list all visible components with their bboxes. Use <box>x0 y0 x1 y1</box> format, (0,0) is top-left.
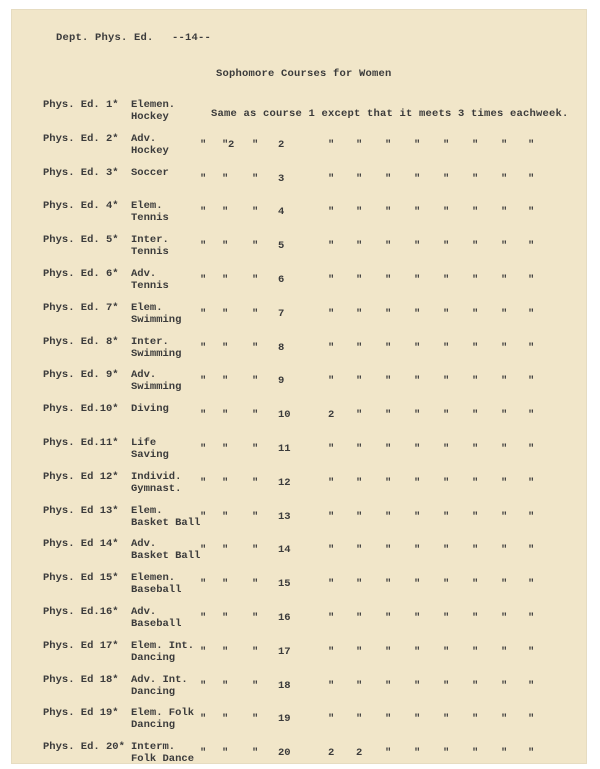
course-name: Elem. Folk <box>131 707 195 720</box>
ditto-mark: " <box>222 713 229 726</box>
course-number: 7 <box>278 307 285 320</box>
course-code: Phys. Ed. 9* <box>43 369 119 382</box>
course-name-cont: Tennis <box>131 280 169 292</box>
ditto-mark: " <box>414 240 421 253</box>
course-code: Phys. Ed. 1* <box>43 99 119 111</box>
ditto-mark: " <box>385 138 392 151</box>
ditto-mark: " <box>385 612 392 624</box>
ditto-mark: " <box>200 679 207 692</box>
ditto-mark: " <box>252 409 259 422</box>
course-name: Diving <box>131 403 169 416</box>
course-code: Phys. Ed. 5* <box>43 234 119 247</box>
course-code: Phys. Ed 13* <box>43 504 119 517</box>
course-code: Phys. Ed.16* <box>43 606 119 618</box>
ditto-mark: " <box>472 274 479 286</box>
ditto-mark: " <box>414 747 421 760</box>
ditto-mark: " <box>252 443 259 455</box>
course-name: Elem. <box>131 301 163 314</box>
ditto-mark: " <box>472 409 479 422</box>
ditto-mark: " <box>443 713 450 726</box>
ditto-mark: " <box>501 375 508 388</box>
ditto-mark: " <box>528 645 535 658</box>
ditto-mark: " <box>200 612 207 624</box>
ditto-mark: " <box>385 307 392 320</box>
course-name-cont: Swimming <box>131 313 182 326</box>
course-code: Phys. Ed 12* <box>43 470 119 483</box>
ditto-mark: " <box>252 172 259 185</box>
course-name-cont: Gymnast. <box>131 482 182 495</box>
ditto-mark: " <box>200 307 207 320</box>
ditto-mark: " <box>328 713 335 726</box>
ditto-mark: " <box>328 341 335 354</box>
ditto-mark: " <box>385 274 392 286</box>
ditto-mark: " <box>501 645 508 658</box>
ditto-mark: " <box>501 307 508 320</box>
ditto-mark: " <box>528 510 535 523</box>
course-name: Adv. <box>131 268 157 280</box>
ditto-mark: " <box>385 747 392 760</box>
course-name: Adv. Int. <box>131 673 188 686</box>
ditto-mark: " <box>414 544 421 557</box>
ditto-mark: " <box>252 645 259 658</box>
course-name: Interm. <box>131 741 176 754</box>
course-name-cont: Dancing <box>131 719 176 732</box>
ditto-mark: " <box>252 612 259 624</box>
ditto-mark: " <box>501 510 508 523</box>
ditto-mark: " <box>501 138 508 151</box>
ditto-mark: " <box>200 645 207 658</box>
ditto-mark: " <box>385 172 392 185</box>
ditto-mark: " <box>200 544 207 557</box>
ditto-mark: " <box>528 274 535 286</box>
ditto-mark: 2 <box>328 747 335 760</box>
ditto-mark: " <box>252 375 259 388</box>
course-name: Inter. <box>131 234 169 247</box>
ditto-mark: " <box>501 240 508 253</box>
course-name: Adv. <box>131 132 157 145</box>
ditto-mark: " <box>222 341 229 354</box>
course-name: Inter. <box>131 335 169 348</box>
ditto-mark: " <box>472 206 479 219</box>
ditto-mark: " <box>501 679 508 692</box>
ditto-mark: " <box>200 375 207 388</box>
ditto-mark: " <box>222 206 229 219</box>
ditto-mark: " <box>200 476 207 489</box>
ditto-mark: " <box>443 645 450 658</box>
ditto-mark: " <box>472 138 479 151</box>
ditto-mark: " <box>472 679 479 692</box>
ditto-mark: " <box>356 206 363 219</box>
ditto-mark: " <box>528 307 535 320</box>
ditto-mark: " <box>328 443 335 455</box>
ditto-mark: " <box>356 375 363 388</box>
ditto-mark: 2 <box>356 747 363 760</box>
ditto-mark: " <box>252 206 259 219</box>
ditto-mark: " <box>443 409 450 422</box>
ditto-mark: " <box>222 510 229 523</box>
ditto-mark: " <box>222 307 229 320</box>
ditto-mark: " <box>472 510 479 523</box>
course-name-cont: Basket Ball <box>131 550 201 563</box>
ditto-mark: " <box>414 612 421 624</box>
ditto-mark: " <box>472 476 479 489</box>
course-code: Phys. Ed. 8* <box>43 335 119 348</box>
ditto-mark: " <box>528 138 535 151</box>
ditto-mark: " <box>472 578 479 591</box>
ditto-mark: " <box>200 713 207 726</box>
ditto-mark: " <box>528 206 535 219</box>
ditto-mark: " <box>443 476 450 489</box>
course-name: Individ. <box>131 470 182 483</box>
ditto-mark: " <box>443 206 450 219</box>
ditto-mark: " <box>385 476 392 489</box>
course-name-cont: Baseball <box>131 584 182 597</box>
course-number: 2 <box>278 138 285 151</box>
ditto-mark: " <box>222 578 229 591</box>
course-name: Elem. <box>131 504 163 517</box>
ditto-mark: " <box>356 341 363 354</box>
course-number: 16 <box>278 612 291 624</box>
ditto-mark: " <box>385 645 392 658</box>
ditto-mark: " <box>252 679 259 692</box>
ditto-mark: " <box>385 578 392 591</box>
ditto-mark: " <box>200 578 207 591</box>
ditto-mark: " <box>472 747 479 760</box>
ditto-mark: " <box>252 307 259 320</box>
ditto-mark: " <box>328 307 335 320</box>
ditto-mark: " <box>200 510 207 523</box>
ditto-mark: " <box>385 409 392 422</box>
course-name-cont: Dancing <box>131 685 176 698</box>
course-code: Phys. Ed 15* <box>43 572 119 585</box>
ditto-mark: " <box>200 341 207 354</box>
ditto-mark: " <box>472 341 479 354</box>
course-name-cont: Tennis <box>131 246 169 259</box>
ditto-mark: " <box>252 544 259 557</box>
ditto-mark: " <box>385 341 392 354</box>
ditto-mark: " <box>528 612 535 624</box>
ditto-mark: " <box>222 544 229 557</box>
course-code: Phys. Ed.10* <box>43 403 119 416</box>
ditto-mark: " <box>443 679 450 692</box>
ditto-mark: " <box>414 578 421 591</box>
course-name: Adv. <box>131 606 157 618</box>
ditto-mark: " <box>528 747 535 760</box>
ditto-mark: " <box>443 443 450 455</box>
dept-header: Dept. Phys. Ed. <box>56 32 154 44</box>
course-code: Phys. Ed. 3* <box>43 166 119 179</box>
ditto-mark: " <box>443 747 450 760</box>
ditto-mark: " <box>252 341 259 354</box>
course-number: 19 <box>278 713 291 726</box>
page-title: Sophomore Courses for Women <box>216 68 392 80</box>
ditto-mark: " <box>414 409 421 422</box>
ditto-mark: " <box>472 645 479 658</box>
ditto-mark: " <box>328 679 335 692</box>
ditto-mark: " <box>356 578 363 591</box>
ditto-mark: " <box>200 138 207 151</box>
ditto-mark: " <box>252 240 259 253</box>
course-name-cont: Swimming <box>131 381 182 394</box>
ditto-mark: " <box>414 375 421 388</box>
course-number: 4 <box>278 206 285 219</box>
ditto-mark: " <box>222 409 229 422</box>
ditto-mark: " <box>414 206 421 219</box>
course-name: Elemen. <box>131 572 176 585</box>
ditto-mark: " <box>443 138 450 151</box>
ditto-mark: " <box>528 409 535 422</box>
ditto-mark: " <box>356 409 363 422</box>
ditto-mark: " <box>385 443 392 455</box>
ditto-mark: " <box>200 206 207 219</box>
ditto-mark: " <box>443 274 450 286</box>
course-name: Elem. <box>131 200 163 213</box>
ditto-mark: " <box>501 476 508 489</box>
ditto-mark: " <box>528 172 535 185</box>
ditto-mark: " <box>200 172 207 185</box>
course-number: 17 <box>278 645 291 658</box>
ditto-mark: " <box>501 172 508 185</box>
ditto-mark: " <box>356 679 363 692</box>
ditto-mark: " <box>222 138 229 151</box>
course-number: 20 <box>278 747 291 760</box>
ditto-mark: " <box>328 172 335 185</box>
ditto-mark: " <box>222 443 229 455</box>
ditto-mark: " <box>222 679 229 692</box>
ditto-mark: " <box>328 206 335 219</box>
ditto-mark: " <box>222 375 229 388</box>
ditto-mark: " <box>414 138 421 151</box>
ditto-mark: " <box>252 747 259 760</box>
ditto-mark: " <box>328 578 335 591</box>
ditto-mark: " <box>528 476 535 489</box>
ditto-mark: " <box>328 240 335 253</box>
ditto-mark: " <box>222 274 229 286</box>
ditto-mark: " <box>385 375 392 388</box>
ditto-mark: " <box>356 307 363 320</box>
ditto-mark: " <box>414 307 421 320</box>
ditto-mark: " <box>414 510 421 523</box>
ditto-mark: " <box>443 544 450 557</box>
ditto-mark: " <box>328 476 335 489</box>
ditto-mark: " <box>501 274 508 286</box>
ditto-mark: " <box>200 443 207 455</box>
ditto-mark: " <box>328 612 335 624</box>
ditto-mark: " <box>222 172 229 185</box>
ditto-mark: " <box>356 510 363 523</box>
ditto-mark: " <box>501 409 508 422</box>
ditto-mark: " <box>501 206 508 219</box>
ditto-mark: " <box>528 679 535 692</box>
course-name-cont: Saving <box>131 449 169 461</box>
ditto-mark: " <box>252 713 259 726</box>
ditto-mark: " <box>385 206 392 219</box>
ditto-mark: " <box>356 240 363 253</box>
course-name: Adv. <box>131 369 157 382</box>
course-name: Adv. <box>131 538 157 551</box>
course-code: Phys. Ed 19* <box>43 707 119 720</box>
course-name: Life <box>131 437 157 449</box>
ditto-mark: " <box>443 172 450 185</box>
ditto-mark: " <box>528 375 535 388</box>
course-name-cont: Swimming <box>131 347 182 360</box>
course-number: 18 <box>278 679 291 692</box>
course-name-cont: Hockey <box>131 111 169 123</box>
ditto-mark: " <box>356 476 363 489</box>
ditto-mark: " <box>200 409 207 422</box>
ditto-mark: " <box>385 679 392 692</box>
ditto-mark: " <box>356 645 363 658</box>
ditto-mark: " <box>200 274 207 286</box>
course-name-cont: Dancing <box>131 651 176 664</box>
course-code: Phys. Ed 17* <box>43 639 119 652</box>
ditto-mark: " <box>385 240 392 253</box>
ditto-mark: " <box>328 544 335 557</box>
ditto-mark: " <box>414 476 421 489</box>
course-number: 10 <box>278 409 291 422</box>
ditto-mark: " <box>528 341 535 354</box>
ditto-mark: " <box>385 510 392 523</box>
ditto-mark: " <box>356 274 363 286</box>
ditto-mark: " <box>222 645 229 658</box>
ditto-mark: " <box>328 645 335 658</box>
ditto-mark: " <box>414 713 421 726</box>
course-number: 9 <box>278 375 285 388</box>
ditto-mark: " <box>356 138 363 151</box>
course-code: Phys. Ed. 4* <box>43 200 119 213</box>
ditto-mark: " <box>528 240 535 253</box>
ditto-mark: " <box>472 443 479 455</box>
ditto-mark: " <box>528 713 535 726</box>
ditto-mark: " <box>501 578 508 591</box>
ditto-mark: " <box>356 713 363 726</box>
course-name: Elem. Int. <box>131 639 195 652</box>
course-number: 15 <box>278 578 291 591</box>
ditto-mark: " <box>414 274 421 286</box>
ditto-mark: " <box>200 747 207 760</box>
course-1-note: Same as course 1 except that it meets 3 times eachweek. <box>211 108 569 120</box>
ditto-mark: " <box>443 240 450 253</box>
ditto-mark: " <box>443 612 450 624</box>
course-code: Phys. Ed. 20* <box>43 741 125 754</box>
ditto-mark: " <box>328 274 335 286</box>
page-number: --14-- <box>172 32 212 44</box>
ditto-mark: " <box>501 713 508 726</box>
ditto-mark: " <box>501 612 508 624</box>
ditto-mark: " <box>328 138 335 151</box>
ditto-mark: " <box>414 172 421 185</box>
course-number: 13 <box>278 510 291 523</box>
ditto-mark: " <box>472 544 479 557</box>
course-name-cont: Folk Dance <box>131 753 195 766</box>
ditto-mark: " <box>528 578 535 591</box>
ditto-mark: " <box>356 172 363 185</box>
ditto-mark: " <box>414 679 421 692</box>
ditto-mark: " <box>356 443 363 455</box>
course-name: Soccer <box>131 166 169 179</box>
ditto-mark: " <box>356 544 363 557</box>
ditto-mark: " <box>443 341 450 354</box>
course-code: Phys. Ed.11* <box>43 437 119 449</box>
course-code: Phys. Ed 18* <box>43 673 119 686</box>
ditto-mark: " <box>222 476 229 489</box>
ditto-mark: " <box>443 510 450 523</box>
course-code: Phys. Ed. 7* <box>43 301 119 314</box>
ditto-mark: " <box>443 578 450 591</box>
course-code: Phys. Ed 14* <box>43 538 119 551</box>
ditto-mark: " <box>328 375 335 388</box>
ditto-mark: " <box>528 443 535 455</box>
ditto-mark: " <box>328 510 335 523</box>
ditto-mark: " <box>414 341 421 354</box>
ditto-mark: " <box>472 375 479 388</box>
ditto-mark: " <box>472 713 479 726</box>
ditto-mark: " <box>472 307 479 320</box>
ditto-mark: " <box>472 172 479 185</box>
course-name-cont: Baseball <box>131 618 182 630</box>
course-code: Phys. Ed. 2* <box>43 132 119 145</box>
ditto-mark: " <box>501 747 508 760</box>
ditto-mark: " <box>252 476 259 489</box>
course-number: 8 <box>278 341 285 354</box>
course-number: 12 <box>278 476 291 489</box>
course-name-cont: Tennis <box>131 212 169 225</box>
ditto-mark: " <box>472 240 479 253</box>
ditto-mark: " <box>200 240 207 253</box>
ditto-mark: 2 <box>228 138 235 151</box>
ditto-mark: " <box>472 612 479 624</box>
course-code: Phys. Ed. 6* <box>43 268 119 280</box>
ditto-mark: " <box>356 612 363 624</box>
ditto-mark: " <box>222 747 229 760</box>
ditto-mark: 2 <box>328 409 335 422</box>
ditto-mark: " <box>528 544 535 557</box>
ditto-mark: " <box>501 544 508 557</box>
ditto-mark: " <box>252 510 259 523</box>
course-name-cont: Basket Ball <box>131 516 201 529</box>
course-number: 5 <box>278 240 285 253</box>
ditto-mark: " <box>222 240 229 253</box>
ditto-mark: " <box>414 645 421 658</box>
ditto-mark: " <box>222 612 229 624</box>
ditto-mark: " <box>414 443 421 455</box>
course-number: 11 <box>278 443 291 455</box>
ditto-mark: " <box>252 138 259 151</box>
course-number: 14 <box>278 544 291 557</box>
ditto-mark: " <box>252 274 259 286</box>
course-name: Elemen. <box>131 99 176 111</box>
course-number: 6 <box>278 274 285 286</box>
ditto-mark: " <box>501 341 508 354</box>
document-page <box>12 10 586 766</box>
course-number: 3 <box>278 172 285 185</box>
ditto-mark: " <box>501 443 508 455</box>
ditto-mark: " <box>252 578 259 591</box>
ditto-mark: " <box>385 713 392 726</box>
ditto-mark: " <box>443 307 450 320</box>
course-name-cont: Hockey <box>131 144 169 157</box>
ditto-mark: " <box>443 375 450 388</box>
ditto-mark: " <box>385 544 392 557</box>
